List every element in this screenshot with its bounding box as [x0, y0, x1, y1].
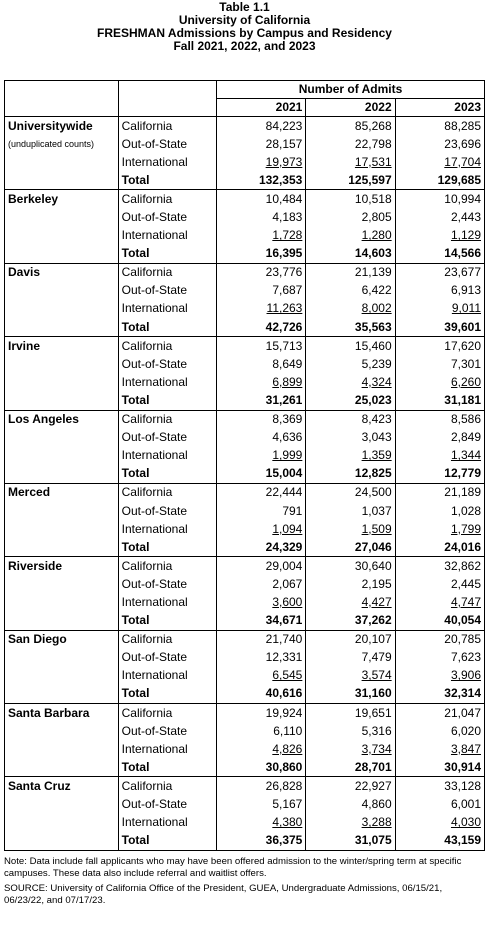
admit-count: 1,037 — [306, 502, 395, 520]
admit-count: 42,726 — [217, 318, 306, 337]
residency-label: Total — [118, 685, 216, 704]
admit-count-underlined: 6,899 — [272, 374, 303, 389]
admissions-table — [4, 80, 485, 851]
table-row — [5, 227, 485, 245]
year-header: 2022 — [306, 99, 395, 117]
campus-cell-blank — [5, 373, 119, 391]
admit-count — [306, 593, 395, 611]
admit-count: 7,687 — [217, 282, 306, 300]
admit-count — [306, 520, 395, 538]
admit-count-underlined: 17,531 — [354, 154, 392, 169]
admit-count: 14,603 — [306, 245, 395, 264]
campus-name: Riverside — [5, 557, 119, 576]
admit-count-underlined: 4,324 — [361, 374, 392, 389]
notes — [4, 856, 482, 910]
table-row — [5, 832, 485, 851]
admit-count: 5,239 — [306, 355, 395, 373]
admit-count: 22,927 — [306, 777, 395, 796]
admit-count: 35,563 — [306, 318, 395, 337]
residency-label: Out-of-State — [118, 429, 216, 447]
admit-count — [217, 520, 306, 538]
admit-count: 129,685 — [395, 171, 484, 190]
admit-count — [306, 300, 395, 318]
header-blank-residency — [118, 81, 216, 99]
residency-label: Total — [118, 245, 216, 264]
header-row-group — [5, 81, 485, 99]
admit-count-underlined: 1,999 — [272, 448, 303, 463]
campus-cell-blank — [5, 814, 119, 832]
residency-label: Out-of-State — [118, 649, 216, 667]
admit-count-underlined: 4,030 — [450, 815, 481, 830]
admit-count: 10,518 — [306, 190, 395, 209]
year-header: 2021 — [217, 99, 306, 117]
table-row — [5, 814, 485, 832]
admit-count — [306, 373, 395, 391]
admit-count: 39,601 — [395, 318, 484, 337]
campus-cell-blank — [5, 391, 119, 410]
campus-cell-blank — [5, 758, 119, 777]
residency-label: California — [118, 337, 216, 356]
admit-count: 88,285 — [395, 117, 484, 136]
admit-count-underlined: 3,600 — [272, 594, 303, 609]
admit-count: 21,139 — [306, 263, 395, 282]
admit-count-underlined: 1,509 — [361, 521, 392, 536]
residency-label: California — [118, 777, 216, 796]
campus-cell-blank — [5, 520, 119, 538]
admit-count: 29,004 — [217, 557, 306, 576]
table-row — [5, 282, 485, 300]
residency-label: Total — [118, 758, 216, 777]
admit-count: 15,713 — [217, 337, 306, 356]
table-row — [5, 171, 485, 190]
residency-label: Total — [118, 171, 216, 190]
admit-count — [217, 227, 306, 245]
table-row — [5, 538, 485, 557]
admit-count: 3,043 — [306, 429, 395, 447]
table-row — [5, 722, 485, 740]
campus-name: Irvine — [5, 337, 119, 356]
admit-count: 4,636 — [217, 429, 306, 447]
admit-count — [395, 740, 484, 758]
campus-cell-blank — [5, 593, 119, 611]
campus-name: Santa Barbara — [5, 704, 119, 723]
admit-count-underlined: 6,260 — [450, 374, 481, 389]
table-row — [5, 245, 485, 264]
table-row — [5, 758, 485, 777]
admit-count — [306, 740, 395, 758]
campus-name: Los Angeles — [5, 410, 119, 429]
admit-count — [306, 814, 395, 832]
table-row — [5, 117, 485, 136]
admit-count: 1,028 — [395, 502, 484, 520]
admit-count: 84,223 — [217, 117, 306, 136]
admit-count: 30,860 — [217, 758, 306, 777]
campus-cell-blank — [5, 153, 119, 171]
admit-count: 2,195 — [306, 575, 395, 593]
table-row — [5, 153, 485, 171]
admit-count — [395, 593, 484, 611]
campus-cell-blank — [5, 208, 119, 226]
residency-label: International — [118, 300, 216, 318]
table-body — [5, 117, 485, 851]
residency-label: Out-of-State — [118, 502, 216, 520]
residency-label: International — [118, 740, 216, 758]
admit-count: 4,860 — [306, 795, 395, 813]
admit-count: 17,620 — [395, 337, 484, 356]
admit-count-underlined: 4,427 — [361, 594, 392, 609]
residency-label: California — [118, 410, 216, 429]
residency-label: International — [118, 520, 216, 538]
table-row — [5, 612, 485, 631]
admit-count: 30,640 — [306, 557, 395, 576]
residency-label: Total — [118, 465, 216, 484]
admit-count-underlined: 1,359 — [361, 448, 392, 463]
campus-cell-blank — [5, 740, 119, 758]
residency-label: Out-of-State — [118, 355, 216, 373]
admit-count-underlined: 1,129 — [450, 228, 481, 243]
table-row — [5, 391, 485, 410]
admit-count: 43,159 — [395, 832, 484, 851]
campus-cell-blank — [5, 649, 119, 667]
admit-count-underlined: 3,734 — [361, 741, 392, 756]
admit-count: 5,167 — [217, 795, 306, 813]
table-row — [5, 208, 485, 226]
admit-count: 12,779 — [395, 465, 484, 484]
admit-count: 31,075 — [306, 832, 395, 851]
campus-cell-blank — [5, 318, 119, 337]
table-row — [5, 575, 485, 593]
table-row — [5, 337, 485, 356]
admit-count — [217, 814, 306, 832]
admit-count: 21,189 — [395, 483, 484, 502]
admit-count: 8,423 — [306, 410, 395, 429]
campus-name: Merced — [5, 483, 119, 502]
admit-count: 26,828 — [217, 777, 306, 796]
table-row — [5, 190, 485, 209]
admit-count — [306, 667, 395, 685]
campus-subnote — [5, 135, 119, 153]
campus-cell-blank — [5, 612, 119, 631]
campus-name: Universitywide — [5, 117, 119, 136]
admit-count-underlined: 3,574 — [361, 668, 392, 683]
table-row — [5, 667, 485, 685]
admit-count: 7,301 — [395, 355, 484, 373]
residency-label: California — [118, 190, 216, 209]
admit-count: 6,110 — [217, 722, 306, 740]
table-row — [5, 135, 485, 153]
admit-count: 2,443 — [395, 208, 484, 226]
admit-count: 40,054 — [395, 612, 484, 631]
admit-count: 8,586 — [395, 410, 484, 429]
admit-count: 12,331 — [217, 649, 306, 667]
admit-count-underlined: 1,344 — [450, 448, 481, 463]
admit-count — [306, 227, 395, 245]
residency-label: Out-of-State — [118, 575, 216, 593]
admit-count-underlined: 3,847 — [450, 741, 481, 756]
table-row — [5, 630, 485, 649]
admit-count: 22,444 — [217, 483, 306, 502]
campus-cell-blank — [5, 465, 119, 484]
residency-label: Out-of-State — [118, 135, 216, 153]
table-row — [5, 465, 485, 484]
admit-count-underlined: 3,288 — [361, 815, 392, 830]
admit-count-underlined: 4,747 — [450, 594, 481, 609]
residency-label: California — [118, 557, 216, 576]
admit-count-underlined: 8,002 — [361, 301, 392, 316]
admit-count: 24,329 — [217, 538, 306, 557]
admit-count: 10,994 — [395, 190, 484, 209]
year-header: 2023 — [395, 99, 484, 117]
admit-count: 791 — [217, 502, 306, 520]
admit-count: 32,314 — [395, 685, 484, 704]
admit-count — [217, 373, 306, 391]
header-blank-residency — [118, 99, 216, 117]
admit-count: 30,914 — [395, 758, 484, 777]
admit-count: 23,776 — [217, 263, 306, 282]
campus-name: Berkeley — [5, 190, 119, 209]
table-row — [5, 704, 485, 723]
admit-count: 15,460 — [306, 337, 395, 356]
admit-count: 37,262 — [306, 612, 395, 631]
header-blank-campus — [5, 81, 119, 99]
admit-count — [395, 447, 484, 465]
residency-label: International — [118, 227, 216, 245]
campus-cell-blank — [5, 538, 119, 557]
residency-label: Out-of-State — [118, 795, 216, 813]
residency-label: Total — [118, 832, 216, 851]
admit-count — [217, 300, 306, 318]
admit-count: 6,020 — [395, 722, 484, 740]
admit-count: 34,671 — [217, 612, 306, 631]
table-row — [5, 593, 485, 611]
admit-count: 31,261 — [217, 391, 306, 410]
admit-count: 2,805 — [306, 208, 395, 226]
admit-count — [217, 740, 306, 758]
table-row — [5, 483, 485, 502]
residency-label: International — [118, 667, 216, 685]
campus-cell-blank — [5, 832, 119, 851]
table-row — [5, 318, 485, 337]
admit-count: 22,798 — [306, 135, 395, 153]
admit-count: 40,616 — [217, 685, 306, 704]
residency-label: California — [118, 630, 216, 649]
residency-label: International — [118, 153, 216, 171]
table-row — [5, 557, 485, 576]
residency-label: California — [118, 263, 216, 282]
admit-count: 6,001 — [395, 795, 484, 813]
campus-cell-blank — [5, 245, 119, 264]
residency-label: California — [118, 483, 216, 502]
residency-label: International — [118, 593, 216, 611]
admit-count: 7,479 — [306, 649, 395, 667]
campus-subnote-text: (unduplicated counts) — [8, 139, 95, 150]
admit-count: 12,825 — [306, 465, 395, 484]
campus-name: Davis — [5, 263, 119, 282]
residency-label: California — [118, 704, 216, 723]
admit-count: 5,316 — [306, 722, 395, 740]
admit-count: 8,649 — [217, 355, 306, 373]
residency-label: International — [118, 814, 216, 832]
residency-label: Total — [118, 391, 216, 410]
table-row — [5, 777, 485, 796]
admit-count: 19,924 — [217, 704, 306, 723]
table-subject: FRESHMAN Admissions by Campus and Residency — [97, 26, 392, 40]
table-period: Fall 2021, 2022, and 2023 — [173, 39, 316, 53]
residency-label: Total — [118, 538, 216, 557]
institution-name: University of California — [178, 13, 311, 27]
residency-label: Out-of-State — [118, 208, 216, 226]
table-row — [5, 520, 485, 538]
admit-count: 19,651 — [306, 704, 395, 723]
admit-count: 28,701 — [306, 758, 395, 777]
campus-cell-blank — [5, 429, 119, 447]
campus-cell-blank — [5, 171, 119, 190]
admit-count: 23,677 — [395, 263, 484, 282]
campus-cell-blank — [5, 447, 119, 465]
table-row — [5, 649, 485, 667]
residency-label: Total — [118, 318, 216, 337]
admit-count: 85,268 — [306, 117, 395, 136]
admit-count: 8,369 — [217, 410, 306, 429]
campus-name: Santa Cruz — [5, 777, 119, 796]
campus-name: San Diego — [5, 630, 119, 649]
table-row — [5, 410, 485, 429]
admit-count-underlined: 1,280 — [361, 228, 392, 243]
header-blank-campus — [5, 99, 119, 117]
admit-count: 36,375 — [217, 832, 306, 851]
admit-count — [395, 520, 484, 538]
residency-label: Out-of-State — [118, 282, 216, 300]
admit-count: 2,067 — [217, 575, 306, 593]
footnote: Note: Data include fall applicants who may have been offered admission to the winter/spring term at specific campuses. These data also include referral and waitlist offers. — [4, 856, 462, 879]
admit-count: 125,597 — [306, 171, 395, 190]
admit-count — [306, 447, 395, 465]
admit-count: 132,353 — [217, 171, 306, 190]
admit-count: 21,740 — [217, 630, 306, 649]
admit-count: 31,160 — [306, 685, 395, 704]
admit-count-underlined: 6,545 — [272, 668, 303, 683]
source-note: SOURCE: University of California Office of the President, GUEA, Undergraduate Admissions, 06/15/21, 06/23/22, and 07/17/23. — [4, 883, 443, 906]
table-row — [5, 740, 485, 758]
admit-count-underlined: 3,906 — [450, 668, 481, 683]
admit-count-underlined: 4,380 — [272, 815, 303, 830]
admit-count: 28,157 — [217, 135, 306, 153]
admit-count: 6,913 — [395, 282, 484, 300]
admit-count: 31,181 — [395, 391, 484, 410]
admit-count-underlined: 1,728 — [272, 228, 303, 243]
admit-count: 32,862 — [395, 557, 484, 576]
table-row — [5, 373, 485, 391]
admit-count: 24,500 — [306, 483, 395, 502]
residency-label: International — [118, 447, 216, 465]
admit-count — [217, 667, 306, 685]
residency-label: International — [118, 373, 216, 391]
admit-count: 20,107 — [306, 630, 395, 649]
campus-cell-blank — [5, 575, 119, 593]
admit-count-underlined: 1,799 — [450, 521, 481, 536]
table-row — [5, 263, 485, 282]
admit-count: 25,023 — [306, 391, 395, 410]
number-of-admits-header: Number of Admits — [217, 81, 485, 99]
admit-count: 4,183 — [217, 208, 306, 226]
admit-count — [395, 373, 484, 391]
table-row — [5, 429, 485, 447]
admit-count — [217, 153, 306, 171]
admit-count: 33,128 — [395, 777, 484, 796]
campus-cell-blank — [5, 300, 119, 318]
admit-count-underlined: 9,011 — [451, 301, 481, 316]
admit-count: 27,046 — [306, 538, 395, 557]
admit-count: 2,445 — [395, 575, 484, 593]
table-row — [5, 795, 485, 813]
admit-count: 23,696 — [395, 135, 484, 153]
admit-count-underlined: 17,704 — [444, 154, 481, 169]
admit-count — [395, 153, 484, 171]
admit-count — [395, 227, 484, 245]
admit-count: 10,484 — [217, 190, 306, 209]
admit-count-underlined: 11,263 — [266, 301, 303, 316]
admit-count: 21,047 — [395, 704, 484, 723]
residency-label: Out-of-State — [118, 722, 216, 740]
admit-count — [395, 300, 484, 318]
admit-count — [306, 153, 395, 171]
campus-cell-blank — [5, 355, 119, 373]
admit-count — [395, 667, 484, 685]
campus-cell-blank — [5, 795, 119, 813]
table-heading — [0, 0, 489, 53]
admit-count — [217, 593, 306, 611]
table-row — [5, 355, 485, 373]
header-row-years — [5, 99, 485, 117]
campus-cell-blank — [5, 502, 119, 520]
residency-label: California — [118, 117, 216, 136]
admit-count: 6,422 — [306, 282, 395, 300]
campus-cell-blank — [5, 685, 119, 704]
admit-count-underlined: 4,826 — [272, 741, 303, 756]
table-row — [5, 447, 485, 465]
admit-count: 7,623 — [395, 649, 484, 667]
admit-count: 24,016 — [395, 538, 484, 557]
admit-count-underlined: 1,094 — [272, 521, 303, 536]
residency-label: Total — [118, 612, 216, 631]
campus-cell-blank — [5, 282, 119, 300]
table-row — [5, 502, 485, 520]
admit-count: 20,785 — [395, 630, 484, 649]
admit-count: 16,395 — [217, 245, 306, 264]
table-row — [5, 685, 485, 704]
campus-cell-blank — [5, 722, 119, 740]
table-row — [5, 300, 485, 318]
admit-count-underlined: 19,973 — [265, 154, 303, 169]
admit-count: 2,849 — [395, 429, 484, 447]
admit-count: 15,004 — [217, 465, 306, 484]
campus-cell-blank — [5, 667, 119, 685]
table-number: Table 1.1 — [219, 0, 270, 14]
admit-count — [217, 447, 306, 465]
campus-cell-blank — [5, 227, 119, 245]
admit-count — [395, 814, 484, 832]
admit-count: 14,566 — [395, 245, 484, 264]
